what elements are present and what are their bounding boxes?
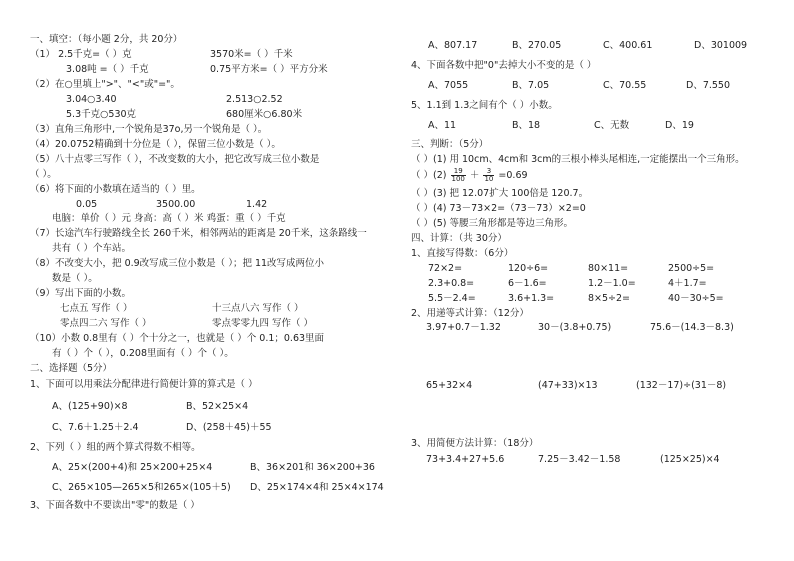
s2-q1-a: A、(125+90)×8 [52,401,128,412]
q5-line2: （ ）。 [30,169,57,180]
calc-item: 1.2－1.0= [588,278,636,289]
q4-option-d: D、7.550 [686,80,731,91]
q10-line2: 有（ ）个（ ），0.208里面有（ ）个（ ）。 [52,348,234,359]
q1-b: 3570米=（ ）千米 [210,49,293,60]
calc-2-title: 2、用递等式计算：（12分） [411,308,529,319]
calc-item: 72×2= [428,263,463,274]
q4-option-c: C、70.55 [603,80,647,91]
calc-item: 8×5÷2= [588,293,631,304]
expr-6: (132－17)÷(31－8) [636,380,727,391]
q1-a: （1） 2.5千克=（ ）克 [30,49,132,60]
q4-option-b: B、7.05 [512,80,550,91]
calc-item: 5.5－2.4= [428,293,476,304]
judge-4: （ ）(4) 73－73×2=（73－73）×2=0 [411,203,586,214]
q4: （4）20.0752精确到十分位是（ ），保留三位小数是（ ）。 [30,139,281,150]
calc-item: 6－1.6= [508,278,547,289]
q9-d: 零点四二六 写作（ ） [60,318,152,329]
frac-num: 3 [483,168,494,176]
q2-c: 2.513○2.52 [226,94,283,105]
fraction-19-100 [451,168,466,183]
calc-item: 2500÷5= [668,263,715,274]
s2-q1-c: C、7.6＋1.25＋2.4 [52,422,139,433]
s2-q1-d: D、(258＋45)＋55 [186,422,272,433]
q3-option-b: B、270.05 [512,40,562,51]
simplify-1: 73+3.4+27+5.6 [426,454,505,465]
q9-e: 零点零零九四 写作（ ） [212,318,314,329]
q5-option-c: C、无数 [594,120,630,131]
q6-n1: 0.05 [76,199,98,210]
calc-3-title: 3、用简便方法计算：（18分） [411,438,539,449]
judge-3: （ ）(3) 把 12.07扩大 100倍是 120.7。 [411,188,589,199]
q3-option-c: C、400.61 [603,40,653,51]
q6-items: 电脑：单价（ ）元 身高：高（ ）米 鸡蛋：重（ ）千克 [52,213,286,224]
q5-option-a: A、11 [428,120,457,131]
q3: （3）直角三角形中,一个锐角是37o,另一个锐角是（ ）。 [30,124,268,135]
q10-line1: （10）小数 0.8里有（ ）个十分之一，也就是（ ）个 0.1；0.63里面 [30,333,325,344]
q9-b: 七点五 写作（ ） [60,303,133,314]
expr-2: 30－(3.8+0.75) [538,322,612,333]
s2-q4: 4、下面各数中把"0"去掉大小不变的是（ ） [411,60,597,71]
s2-q1-b: B、52×25×4 [186,401,249,412]
q5-line1: （5）八十点零三写作（ ），不改变数的大小，把它改写成三位小数是 [30,154,320,165]
q8-line2: 数是（ ）。 [52,273,98,284]
calc-item: 4＋1.7= [668,278,707,289]
section-1-title: 一、填空：（每小题 2分，共 20分） [30,34,183,45]
calc-item: 2.3+0.8= [428,278,475,289]
q2-a: （2）在○里填上">"、"<"或"="。 [30,79,180,90]
judge-2 [411,167,528,185]
calc-item: 120÷6= [508,263,549,274]
q8-line1: （8）不改变大小，把 0.9改写成三位小数是（ ）；把 11改写成两位小 [30,258,325,269]
simplify-3: (125×25)×4 [660,454,720,465]
s2-q1: 1、下面可以用乘法分配律进行简便计算的算式是（ ） [30,379,258,390]
section-3-title: 三、判断：（5分） [411,139,489,150]
frac-num: 19 [451,168,466,176]
s2-q2-c: C、265×105—265×5和265×(105＋5) [52,482,231,493]
q1-c: 3.08吨 =（ ）千克 [66,64,149,75]
judge-5: （ ）(5) 等腰三角形都是等边三角形。 [411,218,573,229]
q6-n2: 3500.00 [156,199,196,210]
q7-line1: （7）长途汽车行驶路线全长 260千米，相邻两站的距离是 20千米，这条路线一 [30,228,367,239]
calc-item: 80×11= [588,263,629,274]
q5-option-b: B、18 [512,120,541,131]
expr-1: 3.97+0.7－1.32 [426,322,501,333]
expr-3: 75.6－(14.3－8.3) [650,322,734,333]
q6-n3: 1.42 [246,199,268,210]
calc-item: 40－30÷5= [668,293,724,304]
section-2-title: 二、选择题（5分） [30,363,113,374]
q1-d: 0.75平方米=（ ）平方分米 [210,64,328,75]
q2-d: 5.3千克○530克 [66,109,137,120]
judge-2-plus: ＋ [469,170,480,181]
simplify-2: 7.25－3.42－1.58 [538,454,621,465]
s2-q2: 2、下列（ ）组的两个算式得数不相等。 [30,442,201,453]
s2-q2-b: B、36×201和 36×200+36 [250,462,375,473]
q6-a: （6）将下面的小数填在适当的（ ）里。 [30,184,201,195]
fraction-3-10 [483,168,494,183]
q2-b: 3.04○3.40 [66,94,117,105]
q7-line2: 共有（ ）个车站。 [52,243,132,254]
s2-q2-a: A、25×(200+4)和 25×200+25×4 [52,462,213,473]
section-4-title: 四、计算：（共 30分） [411,233,507,244]
q3-option-d: D、301009 [694,40,748,51]
expr-5: (47+33)×13 [538,380,598,391]
q9-c: 十三点八六 写作（ ） [212,303,304,314]
s2-q5: 5、1.1到 1.3之间有个（ ）小数。 [411,100,558,111]
frac-den: 100 [451,175,465,183]
q2-e: 680厘米○6.80米 [226,109,303,120]
q3-option-a: A、807.17 [428,40,478,51]
calc-1-title: 1、直接写得数：（6分） [411,248,514,259]
expr-4: 65+32×4 [426,380,473,391]
calc-item: 3.6+1.3= [508,293,555,304]
judge-2-prefix: （ ）(2) [411,170,447,181]
s2-q3: 3、下面各数中不要读出"零"的数是（ ） [30,500,200,511]
q5-option-d: D、19 [665,120,694,131]
q4-option-a: A、7055 [428,80,469,91]
frac-den: 10 [484,175,494,183]
judge-2-suffix: =0.69 [498,170,528,181]
q9-a: （9）写出下面的小数。 [30,288,132,299]
judge-1: （ ）(1) 用 10cm、4cm和 3cm的三根小棒头尾相连,一定能摆出一个三角形。 [411,154,745,165]
s2-q2-d: D、25×174×4和 25×4×174 [250,482,384,493]
